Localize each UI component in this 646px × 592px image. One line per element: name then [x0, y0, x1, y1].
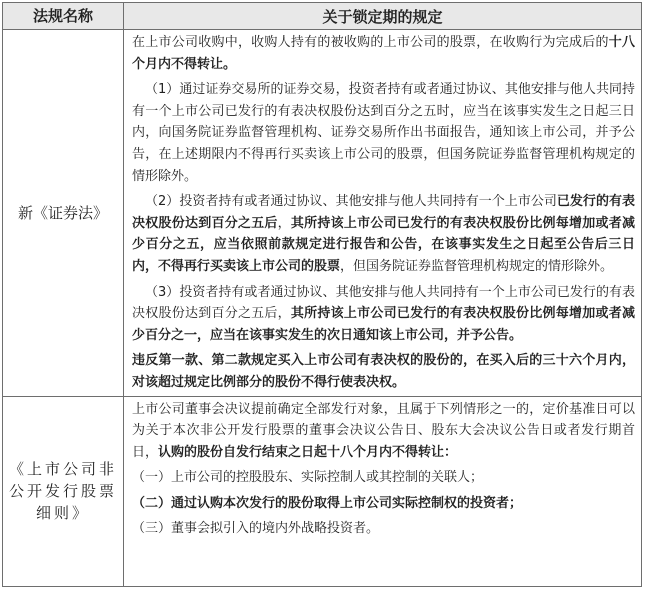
- paragraph-bold-text: 违反第一款、第二款规定买入上市公司有表决权的股份的，在买入后的三十六个月内，对该超过规定比例部分的股份不得行使表决权。: [132, 353, 635, 390]
- paragraph-text: （1）通过证券交易所的证券交易，投资者持有或者通过协议、其他安排与他人共同持有一个上市公司已发行的有表决权股份达到百分之五时，应当在该事实发生之日起三日内，向国务院证券监督管理机构、证券交易所作出书面报告，通知该上市公司，并予公告，在上述期限内不得再行买卖该上市公司的股票，但国务院证券监督管理机构规定的情形除外。: [132, 82, 635, 184]
- paragraph-text: ，但国务院证券监督管理机构规定的情形除外。: [340, 258, 614, 274]
- paragraph-bold-text: 十八个月内不得转让。: [132, 35, 635, 72]
- paragraph-bold-text: 其所持该上市公司已发行的有表决权股份比例每增加或者减少百分之五，应当依照前款规定进行报告和公告，在该事实发生之日起至公告后三日内，不得再行买卖该上市公司的股票: [132, 215, 635, 274]
- paragraph: [132, 350, 635, 393]
- header-regulation-name: 法规名称: [3, 3, 124, 30]
- paragraph: [132, 399, 635, 464]
- paragraph-bold-text: 其所持该上市公司已发行的有表决权股份比例每增加或者减少百分之一，应当在该事实发生的次日通知该上市公司，并予公告。: [132, 306, 635, 343]
- paragraph: [132, 191, 635, 277]
- paragraph-text: ，: [277, 215, 291, 231]
- table-row: [3, 30, 642, 397]
- paragraph-bold-text: 已发行的有表决权股份达到百分之五后: [132, 194, 635, 231]
- paragraph-text: （3）投资者持有或者通过协议、其他安排与他人共同持有一个上市公司已发行的有表决权股份达到百分之五后，: [132, 284, 635, 322]
- regulation-name-securities-law: 新《证券法》: [3, 30, 124, 397]
- provisions-securities-law: [124, 30, 642, 397]
- paragraph-text: （2）投资者持有或者通过协议、其他安排与他人共同持有一个上市公司: [145, 194, 557, 210]
- paragraph-bold-text: 认购的股份自发行结束之日起十八个月内不得转让：: [158, 444, 458, 460]
- table-row: [3, 396, 642, 587]
- regulation-name-private-placement-rules: 《上市公司非公开发行股票细则》: [3, 396, 124, 587]
- table-header-row: [3, 3, 642, 30]
- provisions-private-placement-rules: [124, 396, 642, 587]
- paragraph: [132, 493, 635, 515]
- paragraph-text: 上市公司董事会决议提前确定全部发行对象，且属于下列情形之一的，定价基准日可以为关于本次非公开发行股票的董事会决议公告日、股东大会决议公告日或者发行期首日，: [132, 401, 635, 460]
- paragraph: [132, 79, 635, 187]
- paragraph: [132, 467, 635, 489]
- paragraph-bold-text: （二）通过认购本次发行的股份取得上市公司实际控制权的投资者；: [132, 495, 523, 511]
- paragraph-text: （三）董事会拟引入的境内外战略投资者。: [132, 521, 380, 537]
- paragraph: [132, 32, 635, 75]
- paragraph-text: （一）上市公司的控股股东、实际控制人或其控制的关联人；: [132, 470, 484, 486]
- paragraph-text: 在上市公司收购中，收购人持有的被收购的上市公司的股票，在收购行为完成后的: [132, 35, 609, 50]
- paragraph: [132, 518, 635, 540]
- paragraph: [132, 282, 635, 347]
- regulation-table: [2, 2, 642, 587]
- header-lockup-provisions: 关于锁定期的规定: [124, 3, 642, 30]
